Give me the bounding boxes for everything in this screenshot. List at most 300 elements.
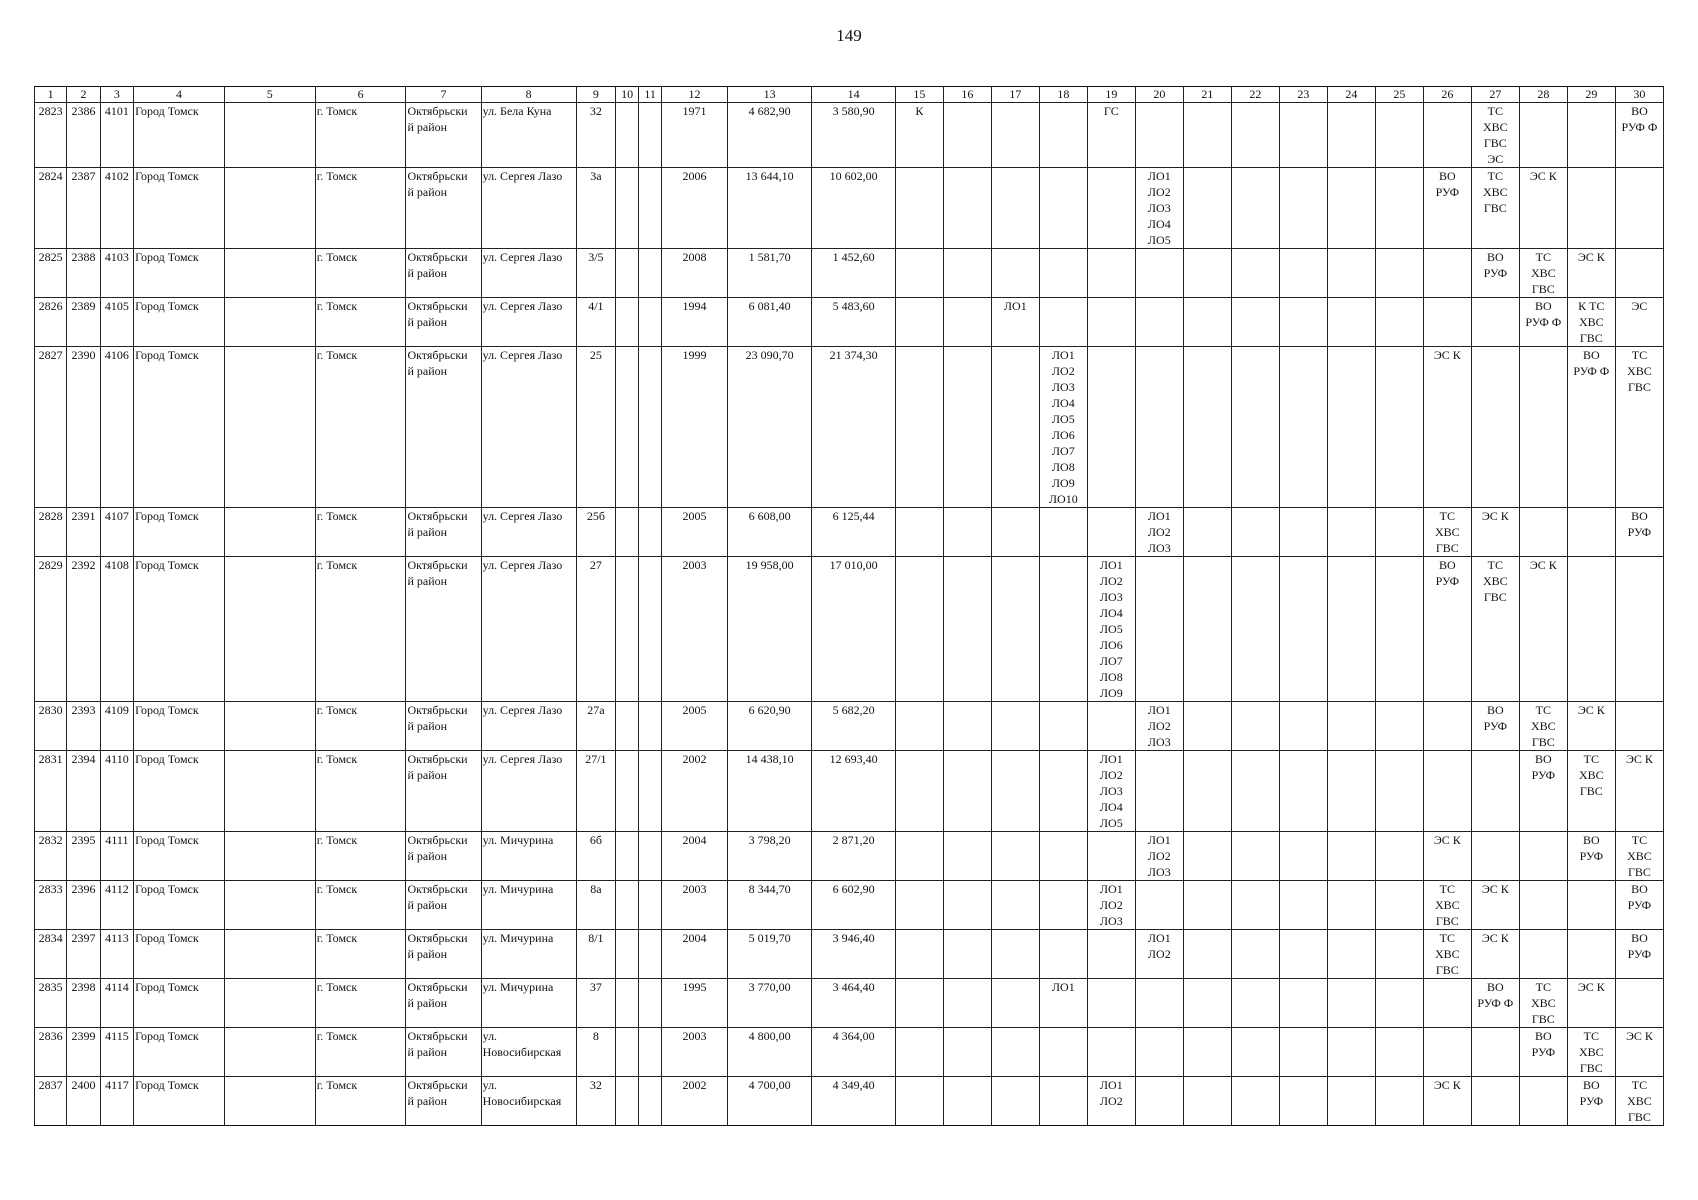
cell-col-30: ВО РУФ — [1615, 881, 1663, 930]
cell-col-3: 4103 — [100, 249, 133, 298]
cell-col-29 — [1567, 168, 1615, 249]
column-number-16: 16 — [943, 87, 991, 103]
table-row — [35, 557, 1664, 702]
cell-col-23 — [1279, 298, 1327, 347]
cell-col-21 — [1183, 881, 1231, 930]
cell-col-12: 2005 — [662, 508, 728, 557]
column-number-23: 23 — [1279, 87, 1327, 103]
cell-col-5 — [224, 298, 315, 347]
cell-col-8: ул. Мичурина — [481, 881, 576, 930]
cell-col-27 — [1471, 298, 1519, 347]
cell-col-10 — [616, 249, 639, 298]
cell-col-17 — [991, 832, 1039, 881]
cell-col-25 — [1375, 751, 1423, 832]
table-row — [35, 508, 1664, 557]
cell-col-30 — [1615, 702, 1663, 751]
cell-col-15 — [895, 1028, 943, 1077]
cell-col-6: г. Томск — [315, 1028, 406, 1077]
cell-col-16 — [943, 979, 991, 1028]
column-number-24: 24 — [1327, 87, 1375, 103]
cell-col-9: 8/1 — [576, 930, 616, 979]
cell-col-26: ЭС К — [1423, 347, 1471, 508]
cell-col-28 — [1519, 347, 1567, 508]
cell-col-20: ЛО1 ЛО2 ЛО3 ЛО4 ЛО5 — [1135, 168, 1183, 249]
cell-col-12: 1995 — [662, 979, 728, 1028]
cell-col-20 — [1135, 751, 1183, 832]
cell-col-20 — [1135, 1077, 1183, 1126]
cell-col-14: 5 483,60 — [812, 298, 895, 347]
registry-table — [34, 86, 1664, 1126]
cell-col-30 — [1615, 168, 1663, 249]
cell-col-5 — [224, 508, 315, 557]
cell-col-27: ТС ХВС ГВС ЭС — [1471, 103, 1519, 168]
cell-col-12: 2005 — [662, 702, 728, 751]
cell-col-18 — [1039, 1028, 1087, 1077]
cell-col-5 — [224, 1077, 315, 1126]
column-number-19: 19 — [1087, 87, 1135, 103]
cell-col-27 — [1471, 1028, 1519, 1077]
cell-col-14: 3 946,40 — [812, 930, 895, 979]
table-row — [35, 979, 1664, 1028]
cell-col-6: г. Томск — [315, 557, 406, 702]
cell-col-15 — [895, 249, 943, 298]
cell-col-11 — [639, 557, 662, 702]
cell-col-6: г. Томск — [315, 508, 406, 557]
cell-col-20 — [1135, 103, 1183, 168]
column-number-5: 5 — [224, 87, 315, 103]
cell-col-1: 2827 — [35, 347, 67, 508]
cell-col-6: г. Томск — [315, 979, 406, 1028]
column-number-3: 3 — [100, 87, 133, 103]
cell-col-20 — [1135, 347, 1183, 508]
cell-col-10 — [616, 1077, 639, 1126]
cell-col-23 — [1279, 1028, 1327, 1077]
cell-col-3: 4101 — [100, 103, 133, 168]
cell-col-28: ЭС К — [1519, 168, 1567, 249]
cell-col-22 — [1231, 881, 1279, 930]
cell-col-22 — [1231, 508, 1279, 557]
column-number-21: 21 — [1183, 87, 1231, 103]
cell-col-26 — [1423, 298, 1471, 347]
cell-col-25 — [1375, 979, 1423, 1028]
cell-col-27: ЭС К — [1471, 930, 1519, 979]
cell-col-29 — [1567, 881, 1615, 930]
table-row — [35, 298, 1664, 347]
cell-col-28: ТС ХВС ГВС — [1519, 249, 1567, 298]
cell-col-14: 6 602,90 — [812, 881, 895, 930]
cell-col-29: ЭС К — [1567, 702, 1615, 751]
cell-col-9: 25б — [576, 508, 616, 557]
cell-col-7: Октябрьски й район — [406, 1077, 481, 1126]
cell-col-13: 4 700,00 — [727, 1077, 812, 1126]
cell-col-4: Город Томск — [134, 168, 225, 249]
cell-col-7: Октябрьски й район — [406, 930, 481, 979]
cell-col-16 — [943, 881, 991, 930]
cell-col-21 — [1183, 1077, 1231, 1126]
cell-col-18 — [1039, 249, 1087, 298]
cell-col-29: ТС ХВС ГВС — [1567, 751, 1615, 832]
cell-col-2: 2393 — [67, 702, 100, 751]
cell-col-26 — [1423, 249, 1471, 298]
cell-col-5 — [224, 249, 315, 298]
cell-col-8: ул. Сергея Лазо — [481, 751, 576, 832]
cell-col-1: 2825 — [35, 249, 67, 298]
cell-col-28: ТС ХВС ГВС — [1519, 979, 1567, 1028]
cell-col-6: г. Томск — [315, 881, 406, 930]
cell-col-11 — [639, 751, 662, 832]
column-number-20: 20 — [1135, 87, 1183, 103]
cell-col-29: ВО РУФ Ф — [1567, 347, 1615, 508]
cell-col-30: ЭС — [1615, 298, 1663, 347]
cell-col-27 — [1471, 751, 1519, 832]
cell-col-25 — [1375, 103, 1423, 168]
cell-col-17 — [991, 557, 1039, 702]
cell-col-8: ул. Сергея Лазо — [481, 298, 576, 347]
cell-col-19 — [1087, 298, 1135, 347]
cell-col-18: ЛО1 — [1039, 979, 1087, 1028]
cell-col-3: 4113 — [100, 930, 133, 979]
cell-col-18 — [1039, 168, 1087, 249]
cell-col-29: ЭС К — [1567, 979, 1615, 1028]
cell-col-26 — [1423, 751, 1471, 832]
cell-col-1: 2824 — [35, 168, 67, 249]
cell-col-7: Октябрьски й район — [406, 979, 481, 1028]
cell-col-6: г. Томск — [315, 298, 406, 347]
cell-col-4: Город Томск — [134, 751, 225, 832]
cell-col-23 — [1279, 168, 1327, 249]
cell-col-11 — [639, 249, 662, 298]
cell-col-12: 2003 — [662, 557, 728, 702]
cell-col-22 — [1231, 298, 1279, 347]
cell-col-10 — [616, 168, 639, 249]
cell-col-9: 27 — [576, 557, 616, 702]
cell-col-8: ул. Сергея Лазо — [481, 347, 576, 508]
cell-col-16 — [943, 508, 991, 557]
column-number-header-row — [35, 87, 1664, 103]
column-number-1: 1 — [35, 87, 67, 103]
cell-col-21 — [1183, 347, 1231, 508]
cell-col-30: ТС ХВС ГВС — [1615, 347, 1663, 508]
column-number-17: 17 — [991, 87, 1039, 103]
cell-col-28 — [1519, 832, 1567, 881]
cell-col-10 — [616, 103, 639, 168]
cell-col-16 — [943, 832, 991, 881]
cell-col-23 — [1279, 979, 1327, 1028]
column-number-2: 2 — [67, 87, 100, 103]
cell-col-13: 1 581,70 — [727, 249, 812, 298]
cell-col-2: 2397 — [67, 930, 100, 979]
cell-col-25 — [1375, 1077, 1423, 1126]
column-number-11: 11 — [639, 87, 662, 103]
cell-col-8: ул. Сергея Лазо — [481, 249, 576, 298]
cell-col-21 — [1183, 930, 1231, 979]
cell-col-18 — [1039, 702, 1087, 751]
table-row — [35, 249, 1664, 298]
cell-col-19 — [1087, 347, 1135, 508]
cell-col-22 — [1231, 1077, 1279, 1126]
cell-col-16 — [943, 930, 991, 979]
cell-col-17 — [991, 168, 1039, 249]
cell-col-24 — [1327, 702, 1375, 751]
cell-col-23 — [1279, 103, 1327, 168]
cell-col-9: 27а — [576, 702, 616, 751]
cell-col-6: г. Томск — [315, 832, 406, 881]
cell-col-6: г. Томск — [315, 702, 406, 751]
column-number-28: 28 — [1519, 87, 1567, 103]
cell-col-7: Октябрьски й район — [406, 832, 481, 881]
cell-col-17 — [991, 751, 1039, 832]
cell-col-22 — [1231, 702, 1279, 751]
cell-col-30: ТС ХВС ГВС — [1615, 1077, 1663, 1126]
cell-col-21 — [1183, 979, 1231, 1028]
cell-col-23 — [1279, 702, 1327, 751]
cell-col-2: 2388 — [67, 249, 100, 298]
cell-col-20 — [1135, 881, 1183, 930]
cell-col-19 — [1087, 832, 1135, 881]
cell-col-5 — [224, 1028, 315, 1077]
cell-col-22 — [1231, 103, 1279, 168]
cell-col-25 — [1375, 508, 1423, 557]
cell-col-22 — [1231, 1028, 1279, 1077]
cell-col-18 — [1039, 1077, 1087, 1126]
cell-col-26 — [1423, 1028, 1471, 1077]
cell-col-5 — [224, 881, 315, 930]
cell-col-28: ВО РУФ Ф — [1519, 298, 1567, 347]
cell-col-14: 4 349,40 — [812, 1077, 895, 1126]
cell-col-24 — [1327, 1028, 1375, 1077]
cell-col-26 — [1423, 103, 1471, 168]
cell-col-9: 3а — [576, 168, 616, 249]
cell-col-7: Октябрьски й район — [406, 249, 481, 298]
cell-col-17 — [991, 249, 1039, 298]
column-number-18: 18 — [1039, 87, 1087, 103]
cell-col-17 — [991, 1077, 1039, 1126]
cell-col-28: ТС ХВС ГВС — [1519, 702, 1567, 751]
table-row — [35, 1077, 1664, 1126]
cell-col-8: ул. Бела Куна — [481, 103, 576, 168]
cell-col-26: ЭС К — [1423, 832, 1471, 881]
cell-col-14: 17 010,00 — [812, 557, 895, 702]
cell-col-15 — [895, 832, 943, 881]
cell-col-11 — [639, 103, 662, 168]
cell-col-30: ВО РУФ Ф — [1615, 103, 1663, 168]
cell-col-23 — [1279, 1077, 1327, 1126]
cell-col-12: 1999 — [662, 347, 728, 508]
cell-col-18 — [1039, 508, 1087, 557]
cell-col-1: 2833 — [35, 881, 67, 930]
cell-col-21 — [1183, 103, 1231, 168]
cell-col-16 — [943, 702, 991, 751]
cell-col-17 — [991, 1028, 1039, 1077]
cell-col-11 — [639, 1077, 662, 1126]
cell-col-1: 2830 — [35, 702, 67, 751]
cell-col-17: ЛО1 — [991, 298, 1039, 347]
cell-col-18 — [1039, 930, 1087, 979]
cell-col-22 — [1231, 930, 1279, 979]
cell-col-4: Город Томск — [134, 347, 225, 508]
cell-col-20: ЛО1 ЛО2 ЛО3 — [1135, 508, 1183, 557]
cell-col-14: 6 125,44 — [812, 508, 895, 557]
cell-col-15 — [895, 751, 943, 832]
cell-col-19 — [1087, 249, 1135, 298]
cell-col-24 — [1327, 249, 1375, 298]
cell-col-9: 8а — [576, 881, 616, 930]
cell-col-15 — [895, 557, 943, 702]
cell-col-15 — [895, 347, 943, 508]
cell-col-29: ЭС К — [1567, 249, 1615, 298]
cell-col-2: 2400 — [67, 1077, 100, 1126]
cell-col-13: 6 081,40 — [727, 298, 812, 347]
cell-col-22 — [1231, 557, 1279, 702]
cell-col-7: Октябрьски й район — [406, 557, 481, 702]
cell-col-24 — [1327, 1077, 1375, 1126]
cell-col-30 — [1615, 249, 1663, 298]
cell-col-16 — [943, 1028, 991, 1077]
cell-col-5 — [224, 979, 315, 1028]
cell-col-10 — [616, 557, 639, 702]
cell-col-26 — [1423, 702, 1471, 751]
cell-col-7: Октябрьски й район — [406, 881, 481, 930]
cell-col-24 — [1327, 103, 1375, 168]
cell-col-25 — [1375, 702, 1423, 751]
cell-col-30: ЭС К — [1615, 751, 1663, 832]
cell-col-19 — [1087, 702, 1135, 751]
cell-col-2: 2386 — [67, 103, 100, 168]
cell-col-3: 4112 — [100, 881, 133, 930]
cell-col-25 — [1375, 168, 1423, 249]
cell-col-18 — [1039, 103, 1087, 168]
cell-col-9: 8 — [576, 1028, 616, 1077]
cell-col-13: 5 019,70 — [727, 930, 812, 979]
cell-col-11 — [639, 508, 662, 557]
cell-col-15 — [895, 702, 943, 751]
cell-col-9: 3/5 — [576, 249, 616, 298]
cell-col-11 — [639, 702, 662, 751]
cell-col-8: ул. Мичурина — [481, 979, 576, 1028]
table-row — [35, 1028, 1664, 1077]
cell-col-13: 13 644,10 — [727, 168, 812, 249]
cell-col-8: ул. Сергея Лазо — [481, 702, 576, 751]
cell-col-18 — [1039, 832, 1087, 881]
cell-col-4: Город Томск — [134, 298, 225, 347]
cell-col-15 — [895, 508, 943, 557]
cell-col-3: 4108 — [100, 557, 133, 702]
cell-col-14: 1 452,60 — [812, 249, 895, 298]
cell-col-16 — [943, 298, 991, 347]
cell-col-2: 2396 — [67, 881, 100, 930]
cell-col-14: 21 374,30 — [812, 347, 895, 508]
cell-col-5 — [224, 557, 315, 702]
cell-col-14: 12 693,40 — [812, 751, 895, 832]
cell-col-15 — [895, 1077, 943, 1126]
cell-col-8: ул. Мичурина — [481, 832, 576, 881]
cell-col-25 — [1375, 832, 1423, 881]
cell-col-2: 2390 — [67, 347, 100, 508]
cell-col-1: 2837 — [35, 1077, 67, 1126]
cell-col-20: ЛО1 ЛО2 ЛО3 — [1135, 702, 1183, 751]
cell-col-12: 2008 — [662, 249, 728, 298]
column-number-22: 22 — [1231, 87, 1279, 103]
cell-col-19: ЛО1 ЛО2 — [1087, 1077, 1135, 1126]
cell-col-29 — [1567, 508, 1615, 557]
cell-col-15 — [895, 298, 943, 347]
cell-col-23 — [1279, 508, 1327, 557]
cell-col-19 — [1087, 508, 1135, 557]
cell-col-28 — [1519, 881, 1567, 930]
cell-col-10 — [616, 347, 639, 508]
cell-col-26: ВО РУФ — [1423, 557, 1471, 702]
cell-col-21 — [1183, 1028, 1231, 1077]
cell-col-28 — [1519, 103, 1567, 168]
cell-col-4: Город Томск — [134, 103, 225, 168]
column-number-25: 25 — [1375, 87, 1423, 103]
cell-col-22 — [1231, 249, 1279, 298]
cell-col-22 — [1231, 751, 1279, 832]
cell-col-16 — [943, 347, 991, 508]
cell-col-17 — [991, 508, 1039, 557]
cell-col-21 — [1183, 557, 1231, 702]
cell-col-14: 2 871,20 — [812, 832, 895, 881]
cell-col-8: ул. Новосибирская — [481, 1077, 576, 1126]
cell-col-4: Город Томск — [134, 832, 225, 881]
cell-col-12: 2003 — [662, 881, 728, 930]
cell-col-23 — [1279, 832, 1327, 881]
cell-col-3: 4111 — [100, 832, 133, 881]
cell-col-7: Октябрьски й район — [406, 168, 481, 249]
cell-col-20 — [1135, 979, 1183, 1028]
cell-col-4: Город Томск — [134, 1028, 225, 1077]
cell-col-20: ЛО1 ЛО2 — [1135, 930, 1183, 979]
cell-col-27 — [1471, 1077, 1519, 1126]
cell-col-7: Октябрьски й район — [406, 347, 481, 508]
cell-col-9: 32 — [576, 1077, 616, 1126]
cell-col-19 — [1087, 168, 1135, 249]
cell-col-28: ВО РУФ — [1519, 1028, 1567, 1077]
cell-col-10 — [616, 298, 639, 347]
cell-col-13: 23 090,70 — [727, 347, 812, 508]
cell-col-14: 3 464,40 — [812, 979, 895, 1028]
cell-col-1: 2832 — [35, 832, 67, 881]
column-number-6: 6 — [315, 87, 406, 103]
cell-col-4: Город Томск — [134, 508, 225, 557]
cell-col-13: 8 344,70 — [727, 881, 812, 930]
cell-col-18 — [1039, 881, 1087, 930]
cell-col-24 — [1327, 557, 1375, 702]
cell-col-24 — [1327, 347, 1375, 508]
column-number-8: 8 — [481, 87, 576, 103]
cell-col-12: 2004 — [662, 832, 728, 881]
cell-col-13: 4 682,90 — [727, 103, 812, 168]
cell-col-3: 4110 — [100, 751, 133, 832]
cell-col-19 — [1087, 1028, 1135, 1077]
cell-col-26: ВО РУФ — [1423, 168, 1471, 249]
cell-col-9: 6б — [576, 832, 616, 881]
table-row — [35, 702, 1664, 751]
column-number-15: 15 — [895, 87, 943, 103]
cell-col-25 — [1375, 1028, 1423, 1077]
cell-col-10 — [616, 930, 639, 979]
cell-col-21 — [1183, 168, 1231, 249]
cell-col-23 — [1279, 930, 1327, 979]
cell-col-6: г. Томск — [315, 249, 406, 298]
cell-col-4: Город Томск — [134, 930, 225, 979]
cell-col-2: 2399 — [67, 1028, 100, 1077]
cell-col-29: ТС ХВС ГВС — [1567, 1028, 1615, 1077]
cell-col-1: 2826 — [35, 298, 67, 347]
cell-col-7: Октябрьски й район — [406, 1028, 481, 1077]
cell-col-6: г. Томск — [315, 168, 406, 249]
cell-col-10 — [616, 979, 639, 1028]
